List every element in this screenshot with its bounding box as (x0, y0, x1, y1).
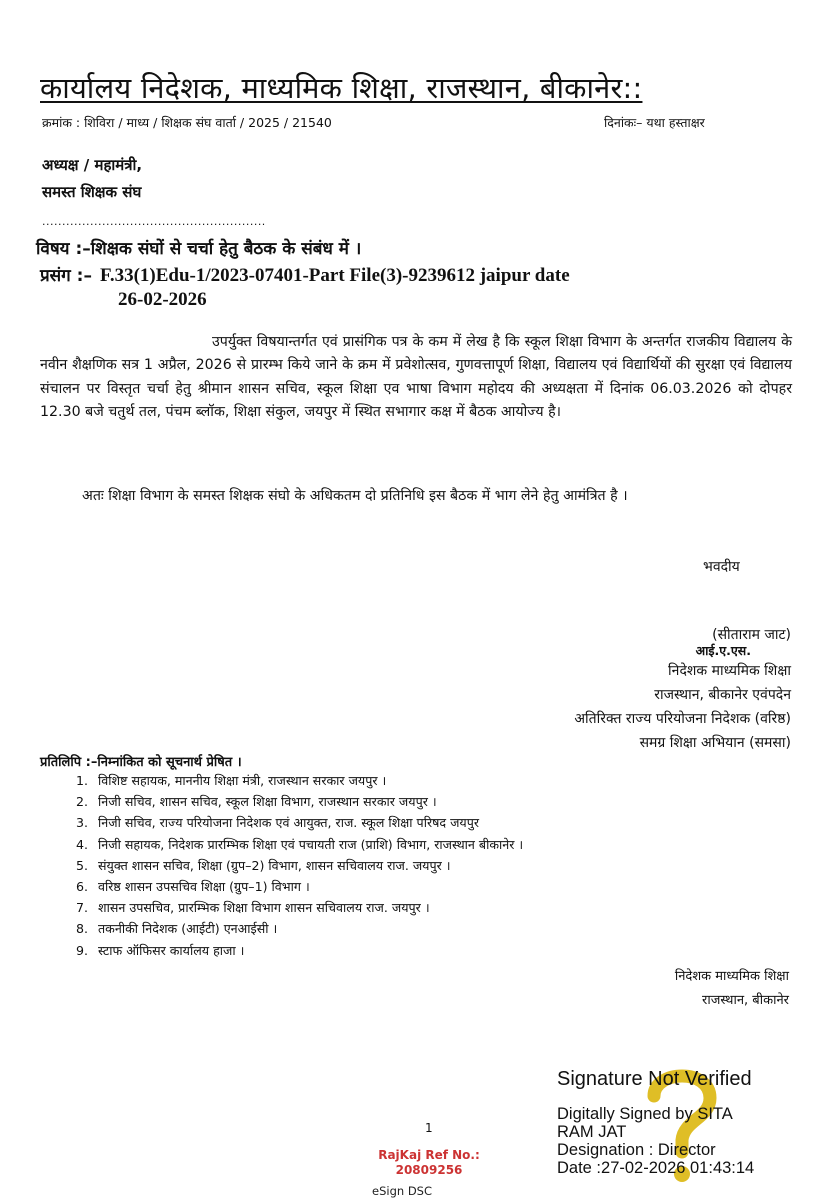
signatory-designation-2: राजस्थान, बीकानेर एवंपदेन (654, 687, 791, 703)
rajkaj-reference (369, 1148, 489, 1178)
copies-heading: प्रतिलिपि :–निम्नांकित को सूचनार्थ प्रेषित । (40, 755, 242, 770)
reference-code: F.33(1)Edu-1/2023-07401-Part File(3)-9239612 jaipur date (99, 265, 570, 286)
signatory-designation-1: निदेशक माध्यमिक शिक्षा (668, 663, 791, 679)
list-item: 9. स्टाफ ऑफिसर कार्यालय हाजा । (75, 942, 245, 958)
list-item: 1. विशिष्ट सहायक, माननीय शिक्षा मंत्री, राजस्थान सरकार जयपुर । (75, 773, 387, 788)
list-item: 6. वरिष्ठ शासन उपसचिव शिक्षा (ग्रुप–1) विभाग । (75, 878, 310, 894)
list-item: 5. संयुक्त शासन सचिव, शिक्षा (ग्रुप–2) विभाग, शासन सचिवालय राज. जयपुर । (75, 857, 451, 873)
rajkaj-label: RajKaj Ref No.: (378, 1148, 480, 1162)
office-heading: कार्यालय निदेशक, माध्यमिक शिक्षा, राजस्थान, बीकानेर:: (40, 71, 643, 105)
body-paragraph-2: अतः शिक्षा विभाग के समस्त शिक्षक संघो के अधिकतम दो प्रतिनिधि इस बैठक में भाग लेने हेतु आमंत्रित है । (82, 488, 628, 504)
list-item: 8. तकनीकी निदेशक (आईटी) एनआईसी । (75, 921, 278, 937)
copies-list (40, 770, 523, 961)
signer-designation: Designation : Director (557, 1141, 716, 1159)
signed-by-line1: Digitally Signed by SITA (557, 1105, 733, 1123)
reference-date: 26-02-2026 (118, 289, 207, 310)
reference-label: प्रसंग :– (40, 266, 92, 286)
list-item: 7. शासन उपसचिव, प्रारम्भिक शिक्षा विभाग शासन सचिवालय राज. जयपुर । (75, 900, 430, 916)
list-item: 4. निजी सहायक, निदेशक प्रारम्भिक शिक्षा एवं पचायती राज (प्राशि) विभाग, राजस्थान बीकानेर । (75, 836, 524, 852)
closing-salutation: भवदीय (703, 559, 740, 575)
signed-by-line2: RAM JAT (557, 1123, 627, 1141)
list-item: 2. निजी सचिव, शासन सचिव, स्कूल शिक्षा विभाग, राजस्थान सरकार जयपुर । (75, 794, 437, 810)
reference-line (40, 263, 570, 287)
letter-date: दिनांकः– यथा हस्ताक्षर (604, 115, 705, 130)
signatory-designation-3: अतिरिक्त राज्य परियोजना निदेशक (वरिष्ठ) (574, 711, 791, 727)
esign-label: eSign DSC (372, 1184, 432, 1198)
addressee-dots: ........................................................ (42, 215, 266, 228)
addressee-line2: समस्त शिक्षक संघ (42, 183, 142, 201)
list-item: 3. निजी सचिव, राज्य परियोजना निदेशक एवं आयुक्त, राज. स्कूल शिक्षा परिषद जयपुर (75, 815, 480, 831)
reference-number: क्रमांक : शिविरा / माध्य / शिक्षक संघ वार्ता / 2025 / 21540 (42, 115, 332, 130)
addressee-line1: अध्यक्ष / महामंत्री, (42, 156, 143, 174)
body-paragraph-1: उपर्युक्त विषयान्तर्गत एवं प्रासंगिक पत्र के कम में लेख है कि स्कूल शिक्षा विभाग के अन्तर्गत राजकीय विद्यालय के नवीन शैक्षणिक सत्र 1 अप्रैल, 2026 से प्रारम्भ किये जाने के क्रम में प्रवेशोत्सव, गुणवत्तापूर्ण शिक्षा, विद्यालय एवं विद्यार्थियों की सुरक्षा एवं विद्यालय संचालन पर विस्तृत चर्चा हेतु श्रीमान शासन सचिव, स्कूल शिक्षा एव भाषा विभाग महोदय की अध्यक्षता में दिनांक 06.03.2026 को दोपहर 12.30 बजे चतुर्थ तल, पंचम ब्लॉक, शिक्षा संकुल, जयपुर में स्थित सभागार कक्ष में बैठक आयोज्य है। (40, 334, 792, 420)
signatory-service: आई.ए.एस. (695, 643, 751, 658)
footer-designation-2: राजस्थान, बीकानेर (702, 993, 789, 1008)
footer-designation-1: निदेशक माध्यमिक शिक्षा (674, 969, 789, 984)
signatory-designation-4: समग्र शिक्षा अभियान (समसा) (639, 735, 791, 751)
page-number: 1 (425, 1121, 433, 1135)
signature-status: Signature Not Verified (557, 1068, 752, 1090)
subject-line: विषय :–शिक्षक संघों से चर्चा हेतु बैठक के संबंध में । (36, 239, 362, 259)
rajkaj-number: 20809256 (395, 1163, 463, 1177)
signature-date: Date :27-02-2026 01:43:14 (557, 1159, 755, 1177)
signatory-name: (सीताराम जाट) (712, 627, 791, 643)
